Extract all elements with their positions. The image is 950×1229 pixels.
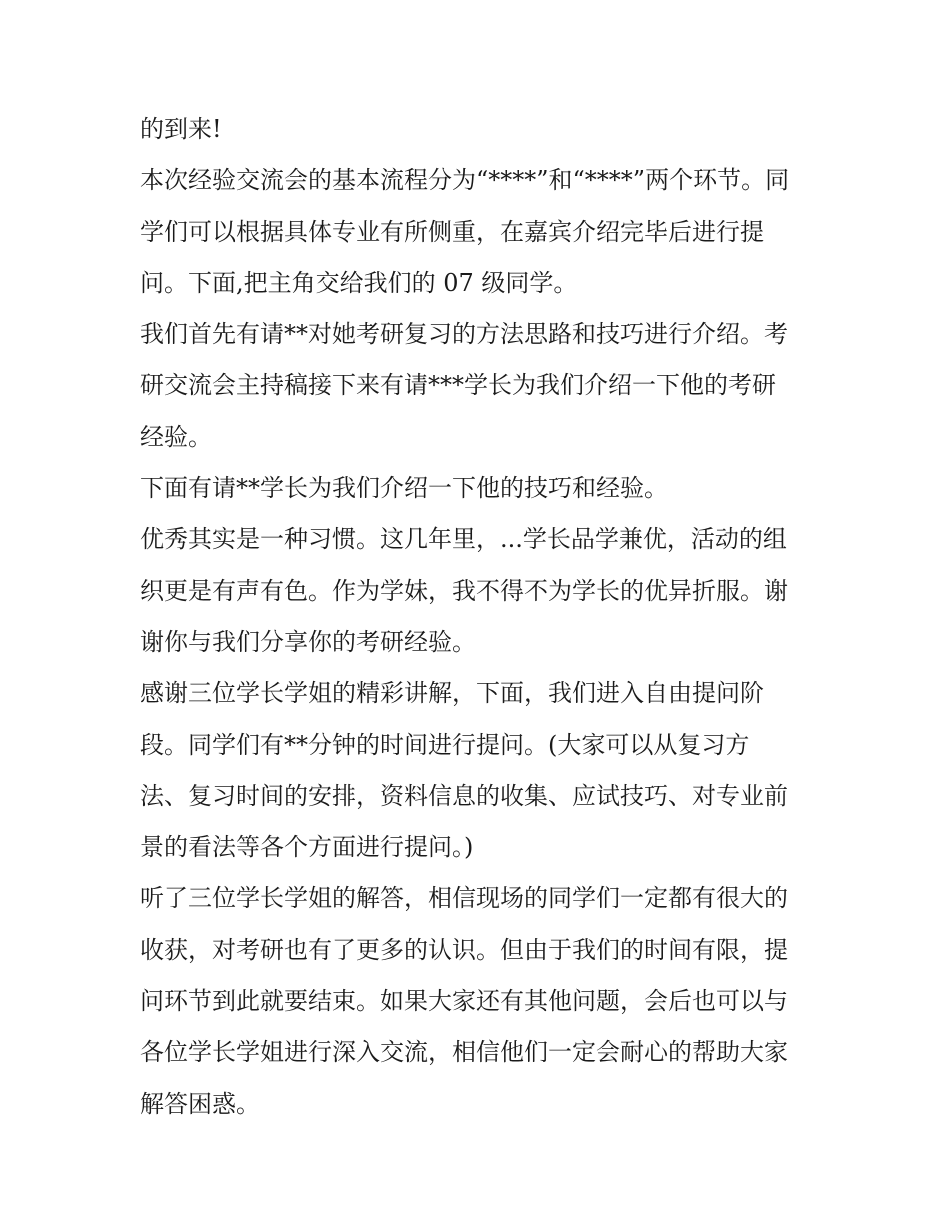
text-line: 收获，对考研也有了更多的认识。但由于我们的时间有限，提 bbox=[140, 935, 788, 964]
text-line: 学们可以根据具体专业有所侧重，在嘉宾介绍完毕后进行提 bbox=[140, 217, 764, 246]
text-line: 下面有请**学长为我们介绍一下他的技巧和经验。 bbox=[140, 474, 668, 503]
text-line: 段。同学们有**分钟的时间进行提问。(大家可以从复习方 bbox=[140, 730, 750, 759]
text-line: 法、复习时间的安排，资料信息的收集、应试技巧、对专业前 bbox=[140, 781, 788, 810]
text-line: 经验。 bbox=[140, 422, 212, 451]
text-line: 听了三位学长学姐的解答，相信现场的同学们一定都有很大的 bbox=[140, 884, 788, 913]
text-line: 感谢三位学长学姐的精彩讲解，下面，我们进入自由提问阶 bbox=[140, 679, 764, 708]
text-line: 各位学长学姐进行深入交流，相信他们一定会耐心的帮助大家 bbox=[140, 1038, 788, 1067]
text-line: 谢你与我们分享你的考研经验。 bbox=[140, 627, 476, 656]
text-line: 优秀其实是一种习惯。这几年里，...学长品学兼优，活动的组 bbox=[140, 525, 787, 554]
document-body bbox=[140, 104, 818, 1130]
text-line: 我们首先有请**对她考研复习的方法思路和技巧进行介绍。考 bbox=[140, 320, 788, 349]
text-line: 问。下面,把主角交给我们的 07 级同学。 bbox=[140, 268, 578, 297]
text-line: 解答困惑。 bbox=[140, 1089, 260, 1118]
text-line: 景的看法等各个方面进行提问。) bbox=[140, 833, 474, 862]
text-line: 研交流会主持稿接下来有请***学长为我们介绍一下他的考研 bbox=[140, 371, 776, 400]
text-line: 本次经验交流会的基本流程分为“****”和“****”两个环节。同 bbox=[140, 166, 790, 195]
text-line: 问环节到此就要结束。如果大家还有其他问题，会后也可以与 bbox=[140, 987, 788, 1016]
text-line: 织更是有声有色。作为学妹，我不得不为学长的优异折服。谢 bbox=[140, 576, 788, 605]
text-line: 的到来! bbox=[140, 115, 222, 143]
